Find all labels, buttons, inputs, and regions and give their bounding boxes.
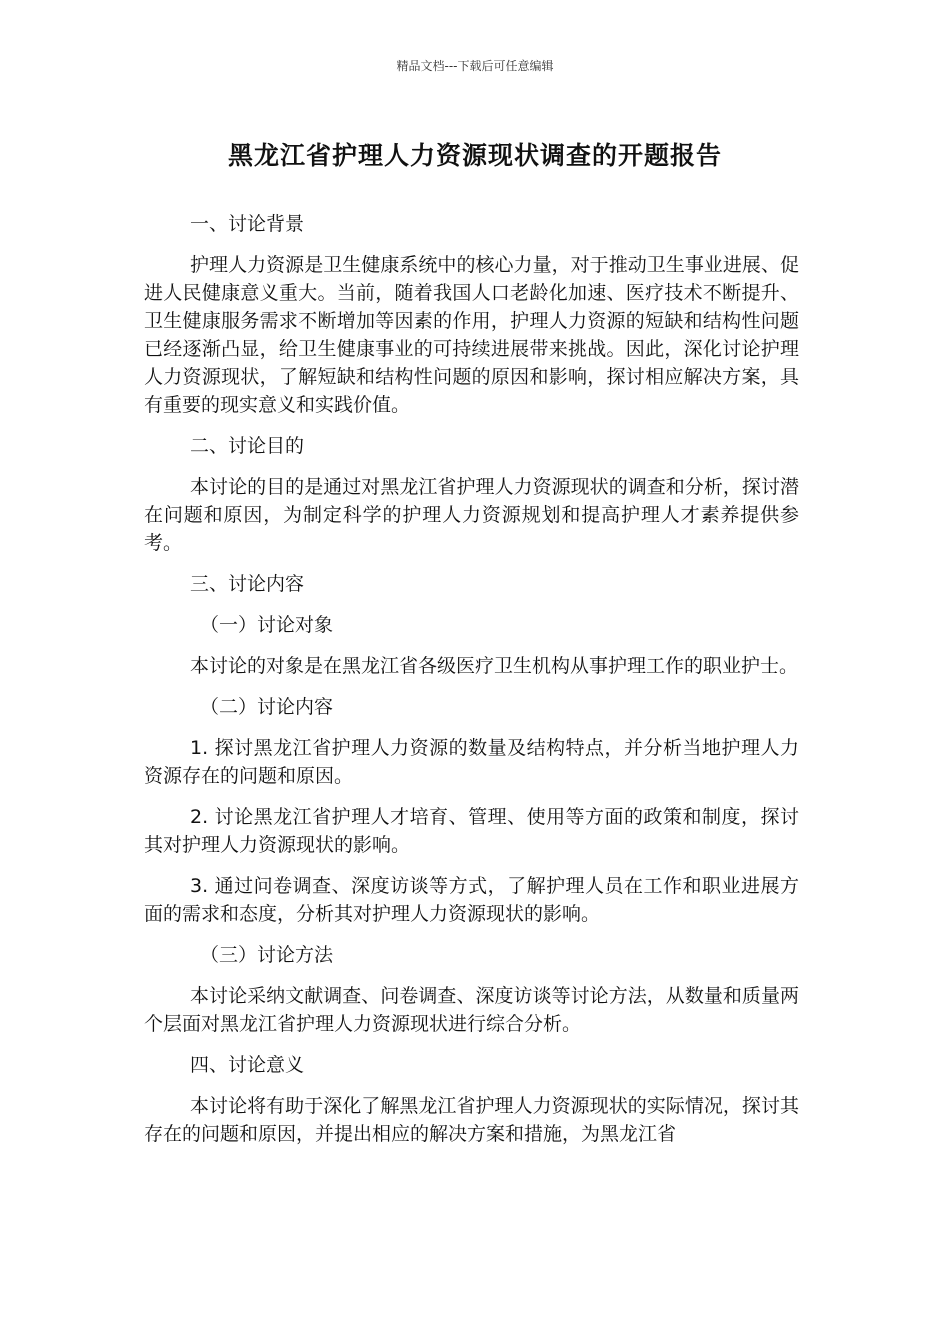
section-heading-purpose: 二、讨论目的 xyxy=(190,435,305,457)
section-heading-background: 一、讨论背景 xyxy=(190,213,305,235)
document-body xyxy=(144,210,799,1161)
list-item-content-3: 3. 通过问卷调查、深度访谈等方式，了解护理人员在工作和职业进展方面的需求和态度，分析其对护理人力资源现状的影响。 xyxy=(144,875,799,925)
paragraph-significance: 本讨论将有助于深化了解黑龙江省护理人力资源现状的实际情况，探讨其存在的问题和原因，并提出相应的解决方案和措施，为黑龙江省 xyxy=(144,1095,799,1145)
paragraph-purpose: 本讨论的目的是通过对黑龙江省护理人力资源现状的调查和分析，探讨潜在问题和原因，为制定科学的护理人力资源规划和提高护理人才素养提供参考。 xyxy=(144,476,799,554)
list-item-content-2: 2. 讨论黑龙江省护理人才培育、管理、使用等方面的政策和制度，探讨其对护理人力资源现状的影响。 xyxy=(144,806,799,856)
paragraph-background: 护理人力资源是卫生健康系统中的核心力量，对于推动卫生事业进展、促进人民健康意义重大。当前，随着我国人口老龄化加速、医疗技术不断提升、卫生健康服务需求不断增加等因素的作用，护理人力资源的短缺和结构性问题已经逐渐凸显，给卫生健康事业的可持续进展带来挑战。因此，深化讨论护理人力资源现状，了解短缺和结构性问题的原因和影响，探讨相应解决方案，具有重要的现实意义和实践价值。 xyxy=(144,254,799,416)
subheading-subject: （一）讨论对象 xyxy=(200,614,334,636)
header-note: 精品文档---下载后可任意编辑 xyxy=(396,59,554,73)
subheading-method: （三）讨论方法 xyxy=(200,944,334,966)
section-heading-significance: 四、讨论意义 xyxy=(190,1054,305,1076)
subheading-content: （二）讨论内容 xyxy=(200,696,334,718)
list-item-content-1: 1. 探讨黑龙江省护理人力资源的数量及结构特点，并分析当地护理人力资源存在的问题和原因。 xyxy=(144,737,799,787)
paragraph-subject: 本讨论的对象是在黑龙江省各级医疗卫生机构从事护理工作的职业护士。 xyxy=(190,655,799,677)
document-title: 黑龙江省护理人力资源现状调查的开题报告 xyxy=(227,141,722,170)
paragraph-method: 本讨论采纳文献调查、问卷调查、深度访谈等讨论方法，从数量和质量两个层面对黑龙江省护理人力资源现状进行综合分析。 xyxy=(144,985,799,1035)
section-heading-content: 三、讨论内容 xyxy=(190,573,305,595)
